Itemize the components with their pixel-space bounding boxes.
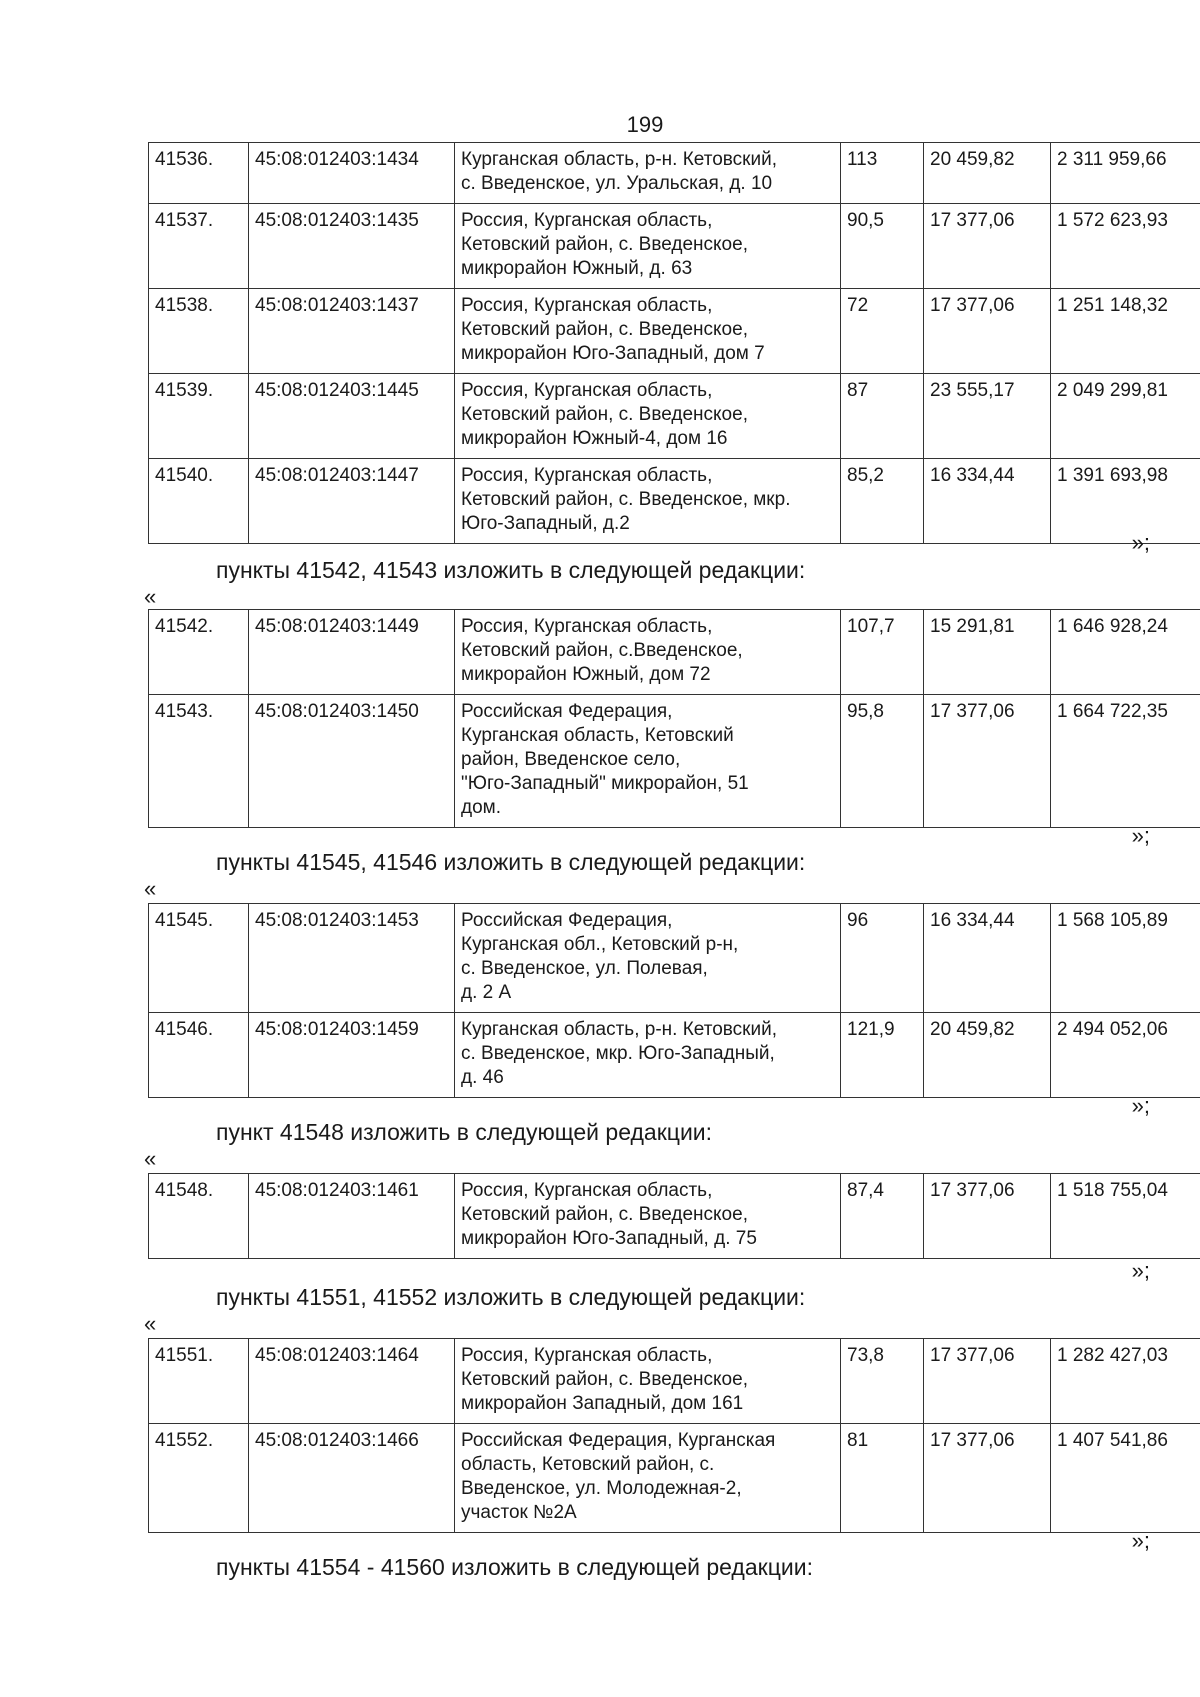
address-cell [455,1013,841,1098]
cadastral-value-cell: 1 251 148,32 [1051,289,1200,374]
cadastral-value-cell: 2 494 052,06 [1051,1013,1200,1098]
address-line: микрорайон Юго-Западный, д. 75 [461,1228,757,1249]
closing-quote: »; [1131,1258,1150,1283]
table-row [149,289,1200,374]
address-line: дом. [461,797,501,818]
unit-price-cell: 17 377,06 [924,1339,1051,1424]
item-number-cell: 41537. [149,204,249,289]
cadastral-number-cell: 45:08:012403:1461 [249,1174,455,1259]
item-number-cell: 41546. [149,1013,249,1098]
cadastral-value-cell: 1 282 427,03 [1051,1339,1200,1424]
address-cell [455,695,841,828]
cadastral-number-cell: 45:08:012403:1435 [249,204,455,289]
address-cell [455,459,841,544]
address-line: Курганская обл., Кетовский р-н, [461,934,739,955]
address-cell [455,289,841,374]
cadastral-number-cell: 45:08:012403:1437 [249,289,455,374]
instruction-2: пункты 41545, 41546 изложить в следующей редакции: [216,849,806,875]
closing-quote: »; [1131,823,1150,848]
address-line: Кетовский район, с. Введенское, [461,319,748,340]
cadastral-value-cell: 2 049 299,81 [1051,374,1200,459]
cadastral-number-cell: 45:08:012403:1464 [249,1339,455,1424]
unit-price-cell: 17 377,06 [924,289,1051,374]
cadastral-number-cell: 45:08:012403:1453 [249,904,455,1013]
closing-quote: »; [1131,530,1150,555]
address-line: Россия, Курганская область, [461,380,713,401]
cadastral-value-cell: 2 311 959,66 [1051,143,1200,204]
area-cell: 87,4 [841,1174,924,1259]
address-cell [455,1174,841,1259]
table-row [149,1174,1200,1259]
address-cell [455,1339,841,1424]
table-3 [148,903,1200,1098]
address-line: район, Введенское село, [461,749,681,770]
cadastral-number-cell: 45:08:012403:1449 [249,610,455,695]
cadastral-value-cell: 1 572 623,93 [1051,204,1200,289]
instruction-1: пункты 41542, 41543 изложить в следующей редакции: [216,557,806,583]
item-number-cell: 41552. [149,1424,249,1533]
address-cell [455,610,841,695]
cadastral-number-cell: 45:08:012403:1434 [249,143,455,204]
unit-price-cell: 17 377,06 [924,1424,1051,1533]
address-line: Российская Федерация, [461,910,673,931]
address-line: участок №2А [461,1502,577,1523]
address-line: с. Введенское, ул. Полевая, [461,958,708,979]
opening-quote: « [144,1146,157,1171]
address-line: Россия, Курганская область, [461,1345,713,1366]
item-number-cell: 41543. [149,695,249,828]
address-line: микрорайон Южный-4, дом 16 [461,428,728,449]
area-cell: 85,2 [841,459,924,544]
address-cell [455,204,841,289]
table-row [149,374,1200,459]
page-number: 199 [626,112,664,137]
address-line: область, Кетовский район, с. [461,1454,715,1475]
opening-quote: « [144,876,157,901]
item-number-cell: 41536. [149,143,249,204]
address-line: с. Введенское, мкр. Юго-Западный, [461,1043,775,1064]
instruction-4: пункты 41551, 41552 изложить в следующей редакции: [216,1284,806,1310]
unit-price-cell: 23 555,17 [924,374,1051,459]
address-line: Курганская область, р-н. Кетовский, [461,1019,777,1040]
cadastral-value-cell: 1 518 755,04 [1051,1174,1200,1259]
unit-price-cell: 17 377,06 [924,204,1051,289]
table-row [149,695,1200,828]
item-number-cell: 41548. [149,1174,249,1259]
address-line: микрорайон Южный, дом 72 [461,664,711,685]
closing-quote: »; [1131,1093,1150,1118]
table-1 [148,142,1200,544]
address-line: Кетовский район, с. Введенское, [461,1369,748,1390]
address-line: Кетовский район, с. Введенское, [461,404,748,425]
area-cell: 113 [841,143,924,204]
opening-quote: « [144,1311,157,1336]
address-line: Россия, Курганская область, [461,1180,713,1201]
address-line: Россия, Курганская область, [461,616,713,637]
address-line: Кетовский район, с. Введенское, [461,1204,748,1225]
closing-quote: »; [1131,1528,1150,1553]
table-row [149,610,1200,695]
address-line: "Юго-Западный" микрорайон, 51 [461,773,749,794]
area-cell: 95,8 [841,695,924,828]
item-number-cell: 41551. [149,1339,249,1424]
area-cell: 72 [841,289,924,374]
item-number-cell: 41545. [149,904,249,1013]
address-line: микрорайон Юго-Западный, дом 7 [461,343,765,364]
cadastral-value-cell: 1 391 693,98 [1051,459,1200,544]
cadastral-number-cell: 45:08:012403:1445 [249,374,455,459]
area-cell: 73,8 [841,1339,924,1424]
instruction-5: пункты 41554 - 41560 изложить в следующей редакции: [216,1554,813,1580]
table-row [149,459,1200,544]
address-line: д. 46 [461,1067,504,1088]
cadastral-number-cell: 45:08:012403:1447 [249,459,455,544]
address-line: д. 2 А [461,982,512,1003]
address-line: Курганская область, Кетовский [461,725,734,746]
address-line: Россия, Курганская область, [461,295,713,316]
area-cell: 121,9 [841,1013,924,1098]
item-number-cell: 41538. [149,289,249,374]
area-cell: 87 [841,374,924,459]
address-line: с. Введенское, ул. Уральская, д. 10 [461,173,773,194]
item-number-cell: 41539. [149,374,249,459]
cadastral-value-cell: 1 664 722,35 [1051,695,1200,828]
opening-quote: « [144,584,157,609]
address-line: микрорайон Западный, дом 161 [461,1393,744,1414]
unit-price-cell: 16 334,44 [924,459,1051,544]
cadastral-number-cell: 45:08:012403:1450 [249,695,455,828]
address-line: Юго-Западный, д.2 [461,513,630,534]
cadastral-value-cell: 1 407 541,86 [1051,1424,1200,1533]
cadastral-value-cell: 1 646 928,24 [1051,610,1200,695]
address-cell [455,904,841,1013]
address-line: микрорайон Южный, д. 63 [461,258,693,279]
address-line: Курганская область, р-н. Кетовский, [461,149,777,170]
address-line: Кетовский район, с. Введенское, мкр. [461,489,791,510]
address-cell [455,143,841,204]
table-row [149,143,1200,204]
address-cell [455,374,841,459]
unit-price-cell: 17 377,06 [924,695,1051,828]
unit-price-cell: 20 459,82 [924,143,1051,204]
address-line: Россия, Курганская область, [461,210,713,231]
unit-price-cell: 16 334,44 [924,904,1051,1013]
table-row [149,904,1200,1013]
address-line: Российская Федерация, Курганская [461,1430,776,1451]
unit-price-cell: 17 377,06 [924,1174,1051,1259]
area-cell: 90,5 [841,204,924,289]
table-5 [148,1338,1200,1533]
address-line: Кетовский район, с. Введенское, [461,234,748,255]
address-line: Введенское, ул. Молодежная-2, [461,1478,742,1499]
address-line: Российская Федерация, [461,701,673,722]
unit-price-cell: 15 291,81 [924,610,1051,695]
area-cell: 96 [841,904,924,1013]
address-cell [455,1424,841,1533]
table-4 [148,1173,1200,1259]
instruction-3: пункт 41548 изложить в следующей редакции: [216,1119,713,1145]
area-cell: 81 [841,1424,924,1533]
item-number-cell: 41540. [149,459,249,544]
unit-price-cell: 20 459,82 [924,1013,1051,1098]
item-number-cell: 41542. [149,610,249,695]
table-row [149,204,1200,289]
address-line: Россия, Курганская область, [461,465,713,486]
cadastral-value-cell: 1 568 105,89 [1051,904,1200,1013]
cadastral-number-cell: 45:08:012403:1466 [249,1424,455,1533]
table-2 [148,609,1200,828]
address-line: Кетовский район, с.Введенское, [461,640,743,661]
table-row [149,1339,1200,1424]
table-row [149,1424,1200,1533]
table-row [149,1013,1200,1098]
cadastral-number-cell: 45:08:012403:1459 [249,1013,455,1098]
area-cell: 107,7 [841,610,924,695]
